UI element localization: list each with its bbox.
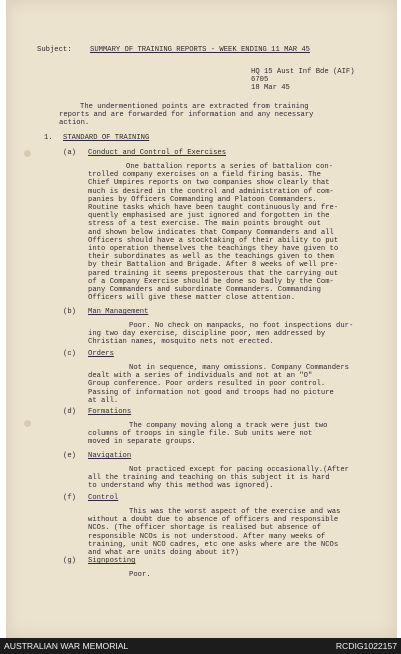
section-number: 1. bbox=[44, 134, 53, 142]
item-text-line: The company moving along a track were just two bbox=[129, 422, 328, 430]
footer-institution: AUSTRALIAN WAR MEMORIAL bbox=[4, 641, 129, 651]
item-text-line: to understand why this method was ignored). bbox=[88, 482, 274, 491]
item-text-line: and what are units doing about it?) bbox=[88, 549, 239, 557]
item-marker: (d) bbox=[63, 408, 76, 416]
intro-line: reports and are forwarded for information and any necessary bbox=[59, 111, 314, 119]
intro-line: action. bbox=[59, 119, 90, 127]
item-text-line: stress of a test exercise. The main points brought out bbox=[88, 220, 321, 229]
document-sheet bbox=[6, 0, 397, 638]
item-text-line: One battalion reports a series of battalion con- bbox=[126, 163, 334, 171]
item-text-line: Passing of information not good and troops had no picture bbox=[88, 388, 334, 397]
item-text-line: ing two day exercise, discipline poor, men addressed by bbox=[88, 330, 326, 339]
item-text-line: Group conference. Poor orders resulted in poor control. bbox=[88, 380, 326, 389]
item-text-line: at all. bbox=[88, 396, 119, 405]
item-marker: (e) bbox=[63, 452, 76, 460]
subject-label: Subject: bbox=[37, 46, 72, 54]
item-text-line: without a doubt due to absence of officers and responsible bbox=[88, 516, 339, 525]
item-text-line: dealt with a series of individuals and not at an "O" bbox=[88, 372, 313, 381]
item-heading: Orders bbox=[88, 350, 114, 358]
item-text-line: Christian names, mosquito nets not erected. bbox=[88, 338, 274, 347]
archive-footer bbox=[0, 638, 401, 654]
item-text-line: pany Commanders and subordinate Commanders. Commanding bbox=[88, 286, 321, 294]
item-text-line: of a Company Exercise should be done so badly by the Com- bbox=[88, 277, 334, 286]
item-heading: Control bbox=[88, 494, 119, 502]
item-text-line: by their Battalion and Brigade. After 8 weeks of well pre- bbox=[88, 261, 339, 270]
item-text-line: NCOs. (The officer shortage is realised but absence of bbox=[88, 524, 321, 533]
item-text-line: pared training it seems preposterous that the carrying out bbox=[88, 269, 339, 278]
footer-record-id: RCDIG1022157 bbox=[335, 641, 397, 651]
item-marker: (f) bbox=[63, 494, 76, 502]
item-heading: Navigation bbox=[88, 452, 132, 460]
reference-number: 6705 bbox=[251, 76, 269, 84]
item-heading: Conduct and Control of Exercises bbox=[88, 149, 227, 157]
item-text-line: Routine tasks which have been taught continuously and fre- bbox=[88, 204, 339, 212]
item-heading: Man Management bbox=[88, 308, 149, 316]
item-text-line: their subordinates as well as the teachings given to them bbox=[88, 253, 334, 262]
item-text-line: and shown below indicates that Company Commanders and all bbox=[88, 228, 334, 237]
item-text-line: moved in separate groups. bbox=[88, 438, 196, 447]
item-marker: (g) bbox=[63, 557, 76, 565]
item-text-line: training, unit NCO cadres, etc one asks where are the NCOs bbox=[88, 540, 339, 549]
item-heading: Signposting bbox=[88, 557, 136, 565]
item-text-line: trolled company exercises on a field firing basis. The bbox=[88, 171, 321, 180]
item-text-line: columns of troops in single file. Sub units were not bbox=[88, 430, 313, 439]
item-text-line: much is desired in the control and administration of com- bbox=[88, 187, 334, 196]
item-heading: Formations bbox=[88, 408, 132, 416]
item-text-line: This was the worst aspect of the exercise and was bbox=[129, 508, 341, 516]
item-marker: (a) bbox=[63, 149, 76, 157]
item-marker: (b) bbox=[63, 308, 76, 316]
section-title: STANDARD OF TRAINING bbox=[63, 134, 150, 142]
item-text-line: panies by Officers Commanding and Platoon Commanders. bbox=[88, 195, 317, 204]
document-body bbox=[6, 0, 397, 638]
subject-title: SUMMARY OF TRAINING REPORTS - WEEK ENDING 11 MAR 45 bbox=[90, 46, 310, 54]
item-text-line: Not in sequence, many omissions. Company Commanders bbox=[129, 364, 349, 372]
item-text-line: Poor. No check on manpacks, no foot inspections dur- bbox=[129, 322, 354, 330]
item-text-line: Poor. bbox=[129, 571, 151, 579]
item-text-line: responsible NCOs is not understood. After many weeks of bbox=[88, 532, 326, 541]
document-date: 18 Mar 45 bbox=[251, 84, 290, 92]
item-text-line: quently emphasised are just ignored and forgotten in the bbox=[88, 212, 330, 221]
intro-line: The undermentioned points are extracted from training bbox=[80, 103, 309, 111]
item-text-line: Officers should have a stocktaking of their ability to put bbox=[88, 236, 339, 245]
item-text-line: Not practiced except for pacing occasionally.(After bbox=[129, 466, 349, 474]
item-text-line: all the training and teaching on this subject it is hard bbox=[88, 474, 330, 483]
item-text-line: into operation themselves the teachings they have given to bbox=[88, 245, 339, 253]
item-marker: (c) bbox=[63, 350, 76, 358]
item-text-line: Officers will give these matter close attention. bbox=[88, 294, 296, 303]
item-text-line: Chief Umpires reports on two companies show clearly that bbox=[88, 179, 330, 188]
hq-line: HQ 15 Aust Inf Bde (AIF) bbox=[251, 68, 355, 76]
